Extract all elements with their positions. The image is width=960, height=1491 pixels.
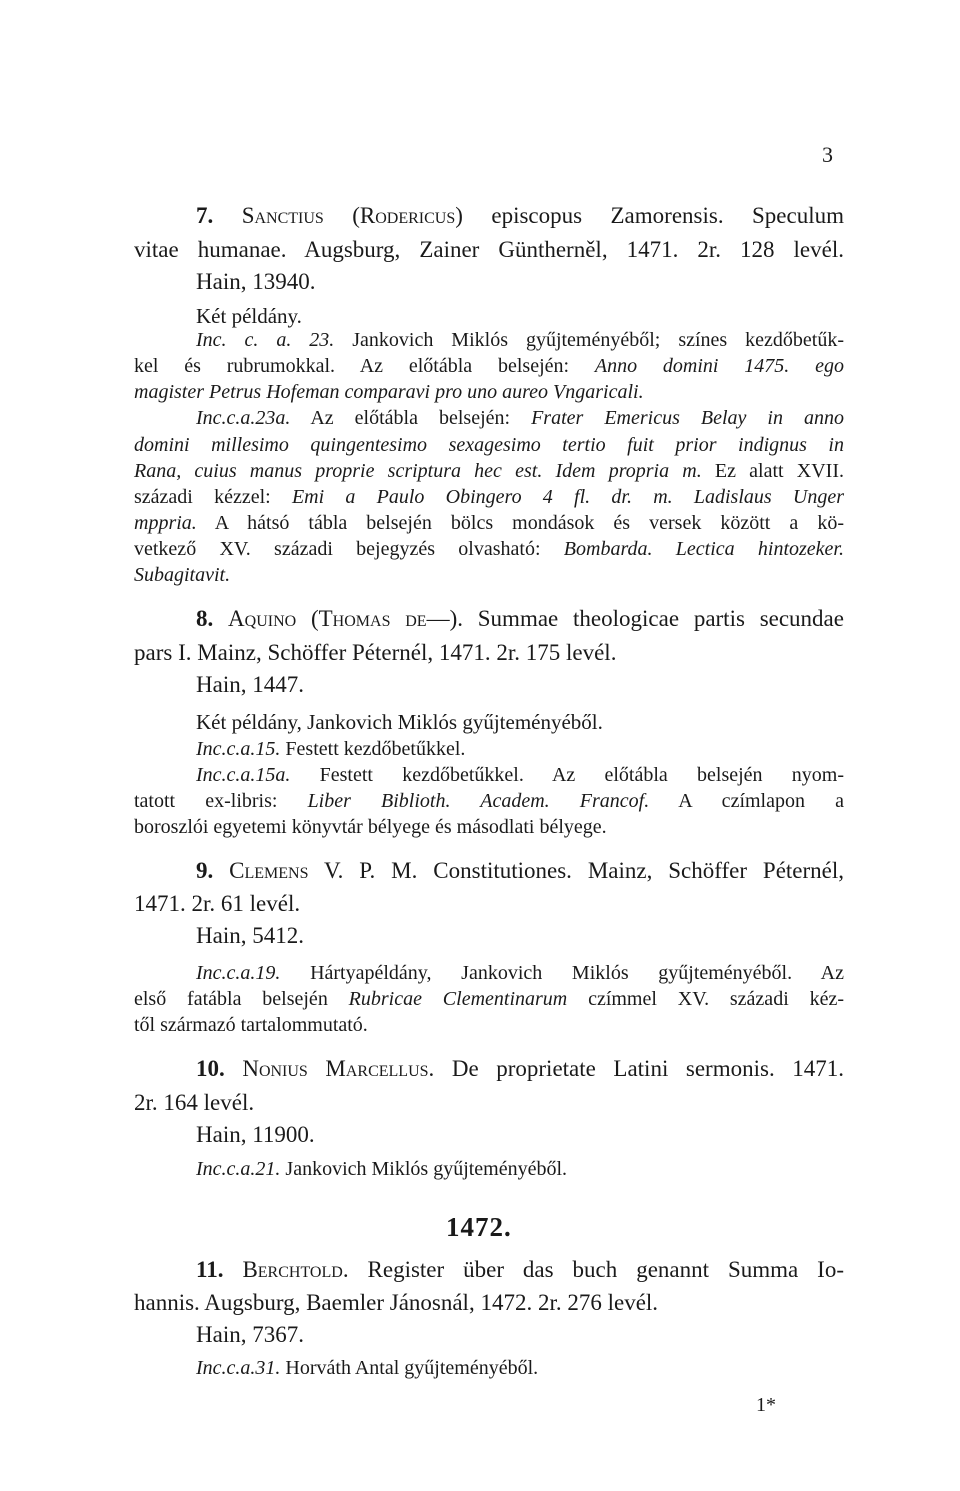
entry-author: Clemens V. P. M. — [229, 858, 418, 883]
entry-author: Sanctius (Rodericus) — [241, 203, 463, 228]
entry-10-line: 2r. 164 levél. — [134, 1090, 255, 1115]
entry-7-copy-2: domini millesimo quingentesimo sexagesimo tertio fuit prior indignus in — [134, 434, 844, 456]
entry-9-copy-1: től származó tartalommutató. — [134, 1014, 368, 1036]
entry-number: 9. — [196, 858, 214, 883]
entry-7-copy-2: századi kézzel: Emi a Paulo Obingero 4 fl. dr. m. Ladislaus Unger — [134, 486, 845, 508]
entry-number: 10. — [196, 1056, 225, 1081]
entry-number: 8. — [196, 606, 214, 631]
entry-10-heading: 10. Nonius Marcellus. De proprietate Latini sermonis. 1471. — [196, 1056, 845, 1081]
entry-8-copy-2: tatott ex-libris: Liber Biblioth. Academ. Francof. A czímlapon a — [134, 790, 844, 812]
entry-9-copy-1: első fatábla belsején Rubricae Clementinarum czímmel XV. századi kéz- — [134, 988, 844, 1010]
entry-author: Nonius Marcellus. — [242, 1056, 435, 1081]
entry-11-copy-1: Inc.c.a.31. Horváth Antal gyűjteményéből. — [196, 1357, 539, 1379]
entry-author: Berchtold. — [242, 1257, 349, 1282]
entry-8-copy-2: Inc.c.a.15a. Festett kezdőbetűkkel. Az előtábla belsején nyom- — [196, 764, 844, 786]
entry-author: Aquino (Thomas de—). — [228, 606, 463, 631]
page-number: 3 — [822, 142, 833, 167]
entry-7-copy-2: mppria. A hátsó tábla belsején bölcs mondások és versek között a kö- — [134, 512, 844, 534]
entry-7-line: vitae humanae. Augsburg, Zainer Güntherněl, 1471. 2r. 128 levél. — [134, 237, 844, 262]
entry-10-hain: Hain, 11900. — [196, 1122, 315, 1147]
entry-8-heading: 8. Aquino (Thomas de—). Summae theologicae partis secundae — [196, 606, 844, 631]
signature-mark: 1* — [756, 1394, 776, 1416]
entry-9-copy-1: Inc.c.a.19. Hártyapéldány, Jankovich Miklós gyűjteményéből. Az — [196, 962, 844, 984]
entry-10-copy-1: Inc.c.a.21. Jankovich Miklós gyűjteményéből. — [196, 1158, 568, 1180]
entry-8-copy-2: boroszlói egyetemi könyvtár bélyege és másodlati bélyege. — [134, 816, 607, 838]
entry-7-heading: 7. Sanctius (Rodericus) episcopus Zamorensis. Speculum — [196, 203, 844, 228]
entry-7-copy-2: Subagitavit. — [134, 564, 231, 586]
entry-8-copies: Két példány, Jankovich Miklós gyűjteményéből. — [196, 710, 603, 734]
entry-7-copy-2: vetkező XV. századi bejegyzés olvasható: Bombarda. Lectica hintozeker. — [134, 538, 844, 560]
entry-11-hain: Hain, 7367. — [196, 1322, 304, 1347]
entry-8-line: pars I. Mainz, Schöffer Péternél, 1471. 2r. 175 levél. — [134, 640, 617, 665]
entry-number: 7. — [196, 203, 214, 228]
entry-7-copy-2: Rana, cuius manus proprie scriptura hec est. Idem propria m. Ez alatt XVII. — [134, 460, 844, 482]
entry-7-copies: Két példány. — [196, 304, 302, 328]
entry-11-line: hannis. Augsburg, Baemler Jánosnál, 1472. 2r. 276 levél. — [134, 1290, 659, 1315]
entry-8-hain: Hain, 1447. — [196, 672, 304, 697]
entry-7-hain: Hain, 13940. — [196, 269, 316, 294]
entry-7-copy-1: magister Petrus Hofeman comparavi pro uno aureo Vngaricali. — [134, 381, 644, 403]
entry-11-heading: 11. Berchtold. Register über das buch genannt Summa Io- — [196, 1257, 844, 1282]
entry-7-copy-1: kel és rubrumokkal. Az előtábla belsején: Anno domini 1475. ego — [134, 355, 844, 377]
entry-number: 11. — [196, 1257, 224, 1282]
entry-9-line: 1471. 2r. 61 levél. — [134, 891, 301, 916]
entry-9-hain: Hain, 5412. — [196, 923, 304, 948]
entry-7-copy-1: Inc. c. a. 23. Jankovich Miklós gyűjteményéből; színes kezdőbetűk- — [196, 329, 844, 351]
entry-7-copy-2: Inc.c.a.23a. Az előtábla belsején: Frater Emericus Belay in anno — [196, 407, 844, 429]
entry-9-heading: 9. Clemens V. P. M. Constitutiones. Mainz, Schöffer Péternél, — [196, 858, 845, 883]
year-heading: 1472. — [446, 1212, 512, 1242]
entry-8-copy-1: Inc.c.a.15. Festett kezdőbetűkkel. — [196, 738, 466, 760]
